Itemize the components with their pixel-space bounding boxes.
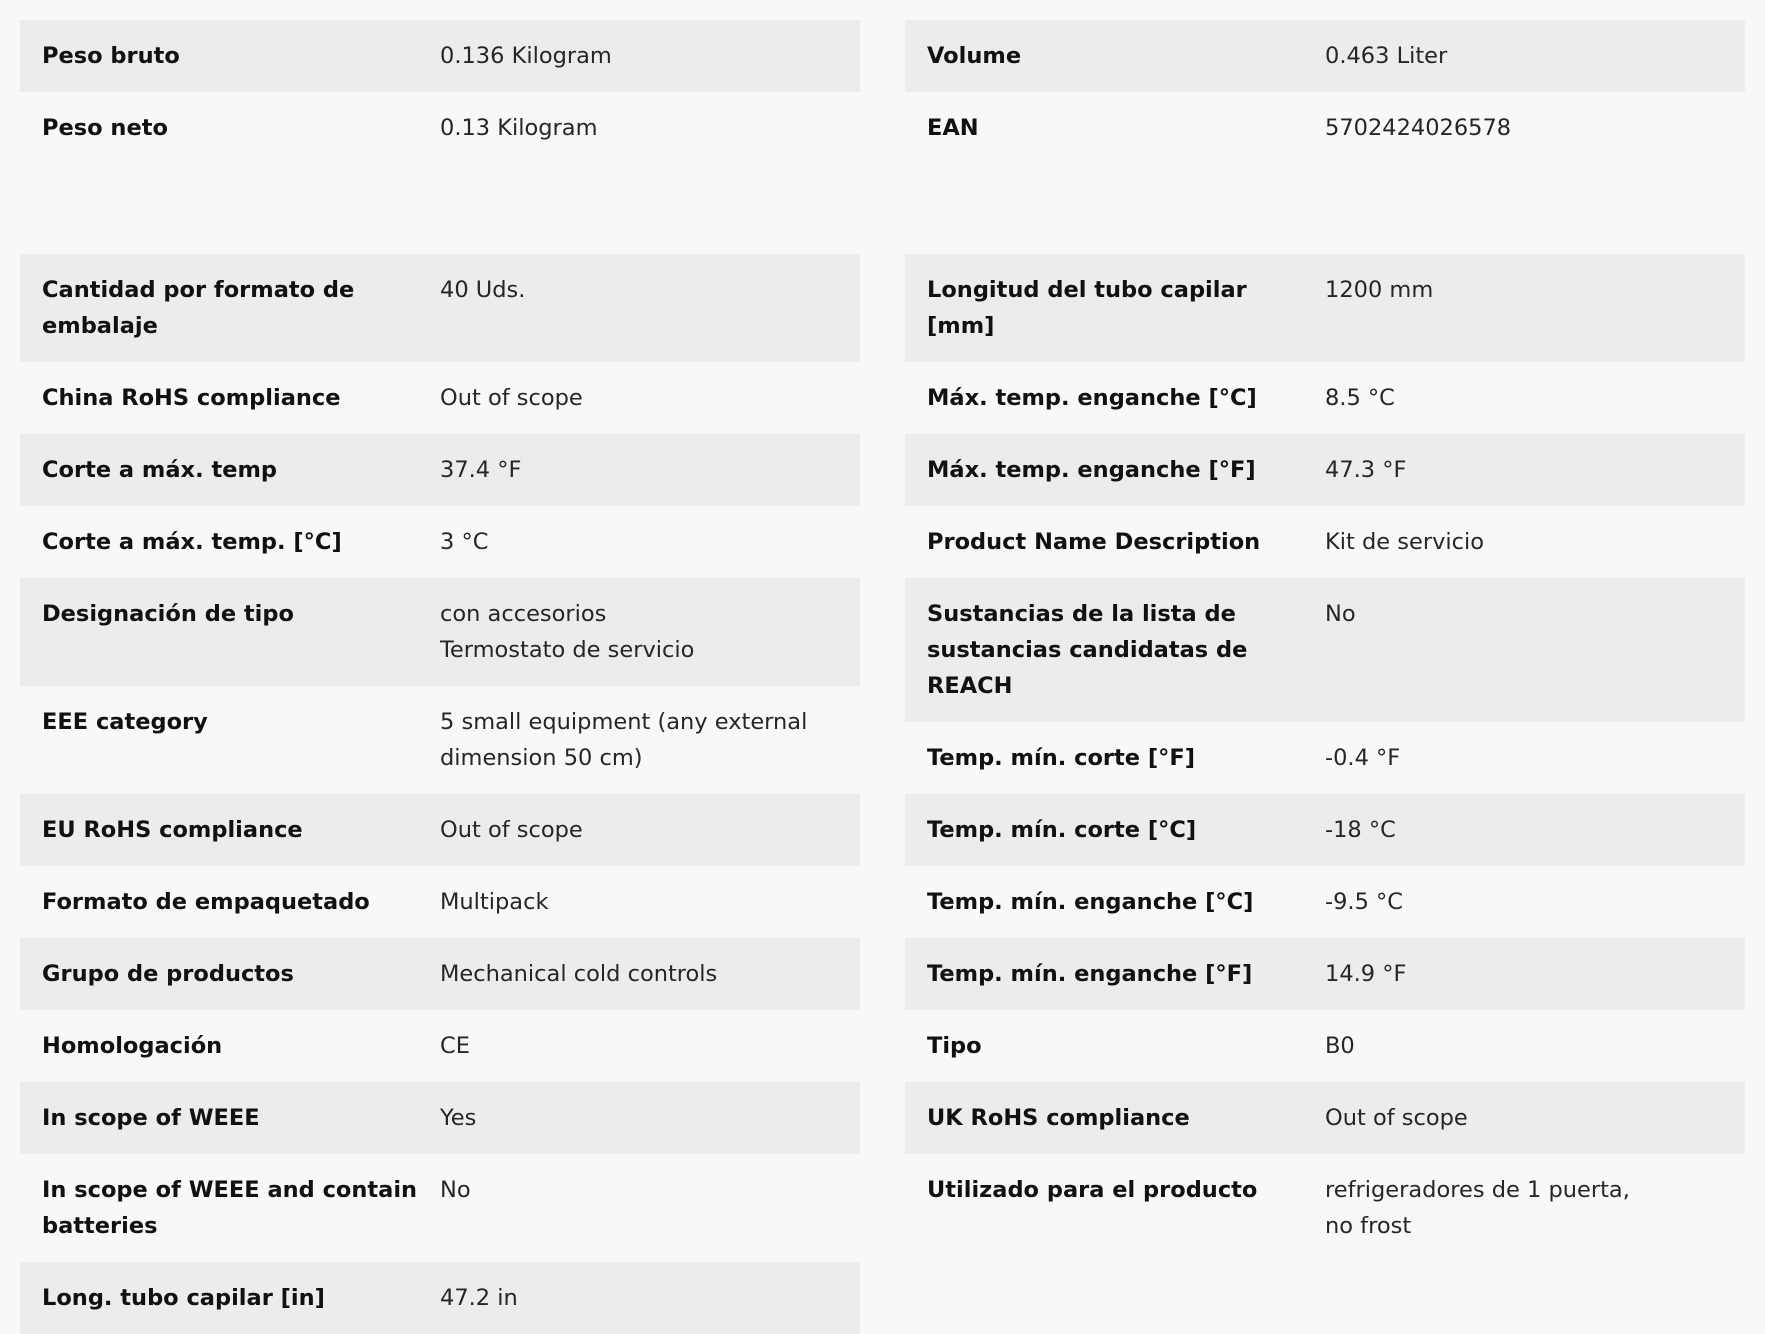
spec-value-line: 0.136 Kilogram — [440, 43, 612, 69]
technical-specs-right-column — [905, 254, 1745, 1262]
technical-specs-left-column — [20, 254, 860, 1334]
spec-value — [440, 596, 860, 668]
spec-row — [20, 20, 860, 92]
spec-label: Corte a máx. temp — [42, 457, 278, 483]
spec-label: Long. tubo capilar [in] — [42, 1285, 325, 1311]
spec-value-line: Out of scope — [1325, 1105, 1468, 1131]
spec-row — [905, 1010, 1745, 1082]
spec-label: UK RoHS compliance — [927, 1105, 1190, 1131]
spec-label: Temp. mín. corte [°C] — [927, 817, 1197, 843]
spec-label: Temp. mín. enganche [°C] — [927, 889, 1254, 915]
spec-label: In scope of WEEE — [42, 1105, 260, 1131]
spec-value — [440, 452, 860, 488]
basic-specs-section — [20, 20, 1745, 164]
spec-value-line: 0.13 Kilogram — [440, 115, 598, 141]
spec-value-line: con accesorios — [440, 601, 607, 627]
spec-row — [20, 578, 860, 686]
spec-row — [905, 722, 1745, 794]
spec-row — [20, 92, 860, 164]
spec-value — [1325, 740, 1745, 776]
spec-label: EAN — [927, 115, 979, 141]
spec-value — [440, 1100, 860, 1136]
spec-row — [20, 362, 860, 434]
spec-value — [440, 1280, 860, 1316]
spec-value-line: 37.4 °F — [440, 457, 522, 483]
spec-value-line: Out of scope — [440, 817, 583, 843]
spec-row — [20, 434, 860, 506]
spec-value — [440, 110, 860, 146]
spec-value — [1325, 884, 1745, 920]
spec-row — [20, 686, 860, 794]
spec-value-line: CE — [440, 1033, 470, 1059]
spec-value-line: refrigeradores de 1 puerta, — [1325, 1177, 1630, 1203]
spec-label: Corte a máx. temp. [°C] — [42, 529, 342, 555]
spec-row — [905, 506, 1745, 578]
spec-row — [905, 254, 1745, 362]
spec-row — [905, 794, 1745, 866]
spec-row — [905, 20, 1745, 92]
spec-value-line: 5 small equipment (any external dimension 50 cm) — [440, 709, 808, 771]
basic-specs-left-column — [20, 20, 860, 164]
spec-label: Volume — [927, 43, 1022, 69]
spec-value — [440, 1028, 860, 1064]
spec-value-line: 5702424026578 — [1325, 115, 1512, 141]
spec-value-line: No — [1325, 601, 1356, 627]
spec-value — [440, 272, 860, 344]
spec-row — [905, 92, 1745, 164]
spec-row — [20, 1010, 860, 1082]
spec-value-line: 1200 mm — [1325, 277, 1434, 303]
spec-value — [440, 380, 860, 416]
spec-value — [440, 1172, 860, 1244]
spec-value — [1325, 1028, 1745, 1064]
spec-value — [1325, 110, 1745, 146]
spec-value — [440, 704, 860, 776]
spec-row — [905, 362, 1745, 434]
spec-value-line: 0.463 Liter — [1325, 43, 1448, 69]
spec-value-line: 14.9 °F — [1325, 961, 1407, 987]
spec-value — [440, 38, 860, 74]
spec-label: Temp. mín. corte [°F] — [927, 745, 1196, 771]
spec-value-line: Multipack — [440, 889, 549, 915]
spec-row — [905, 866, 1745, 938]
spec-value — [1325, 1172, 1745, 1244]
spec-value-line: Out of scope — [440, 385, 583, 411]
spec-label: Máx. temp. enganche [°C] — [927, 385, 1257, 411]
spec-label: China RoHS compliance — [42, 385, 341, 411]
spec-value-line: -18 °C — [1325, 817, 1396, 843]
spec-value-line: 40 Uds. — [440, 277, 526, 303]
spec-row — [20, 506, 860, 578]
spec-value-line: -0.4 °F — [1325, 745, 1401, 771]
spec-value — [1325, 1100, 1745, 1136]
spec-label: Tipo — [927, 1033, 982, 1059]
spec-value-line: 8.5 °C — [1325, 385, 1395, 411]
spec-value — [1325, 524, 1745, 560]
basic-specs-right-column — [905, 20, 1745, 164]
spec-row — [20, 1154, 860, 1262]
spec-row — [905, 434, 1745, 506]
spec-row — [905, 938, 1745, 1010]
spec-row — [905, 1082, 1745, 1154]
spec-label: In scope of WEEE and contain batteries — [42, 1177, 418, 1239]
spec-value-line: B0 — [1325, 1033, 1355, 1059]
spec-value — [440, 956, 860, 992]
spec-row — [20, 866, 860, 938]
spec-value — [1325, 956, 1745, 992]
spec-label: Grupo de productos — [42, 961, 294, 987]
spec-value-line: Termostato de servicio — [440, 637, 695, 663]
spec-label: Product Name Description — [927, 529, 1261, 555]
spec-row — [20, 1082, 860, 1154]
spec-label: Sustancias de la lista de sustancias candidatas de REACH — [927, 601, 1248, 699]
spec-row — [905, 1154, 1745, 1262]
spec-label: EU RoHS compliance — [42, 817, 303, 843]
spec-value — [1325, 452, 1745, 488]
spec-row — [20, 1262, 860, 1334]
spec-label: Designación de tipo — [42, 601, 294, 627]
spec-label: Formato de empaquetado — [42, 889, 370, 915]
spec-label: Cantidad por formato de embalaje — [42, 277, 355, 339]
spec-label: Temp. mín. enganche [°F] — [927, 961, 1253, 987]
spec-value — [1325, 596, 1745, 704]
spec-value — [1325, 272, 1745, 344]
spec-label: Homologación — [42, 1033, 223, 1059]
spec-label: Peso bruto — [42, 43, 180, 69]
spec-label: Máx. temp. enganche [°F] — [927, 457, 1256, 483]
spec-value-line: 3 °C — [440, 529, 489, 555]
spec-label: EEE category — [42, 709, 208, 735]
spec-value — [440, 884, 860, 920]
spec-row — [905, 578, 1745, 722]
spec-value-line: No — [440, 1177, 471, 1203]
spec-label: Peso neto — [42, 115, 168, 141]
spec-value — [1325, 812, 1745, 848]
spec-value — [440, 524, 860, 560]
spec-value-line: -9.5 °C — [1325, 889, 1404, 915]
technical-specs-section — [20, 254, 1745, 1334]
spec-value — [440, 812, 860, 848]
spec-label: Longitud del tubo capilar [mm] — [927, 277, 1247, 339]
spec-value — [1325, 380, 1745, 416]
spec-row — [20, 938, 860, 1010]
spec-value-line: Yes — [440, 1105, 477, 1131]
spec-value-line: 47.3 °F — [1325, 457, 1407, 483]
spec-row — [20, 254, 860, 362]
spec-label: Utilizado para el producto — [927, 1177, 1258, 1203]
spec-value — [1325, 38, 1745, 74]
spec-value-line: 47.2 in — [440, 1285, 518, 1311]
spec-value-line: no frost — [1325, 1213, 1412, 1239]
spec-value-line: Mechanical cold controls — [440, 961, 718, 987]
spec-row — [20, 794, 860, 866]
spec-value-line: Kit de servicio — [1325, 529, 1485, 555]
